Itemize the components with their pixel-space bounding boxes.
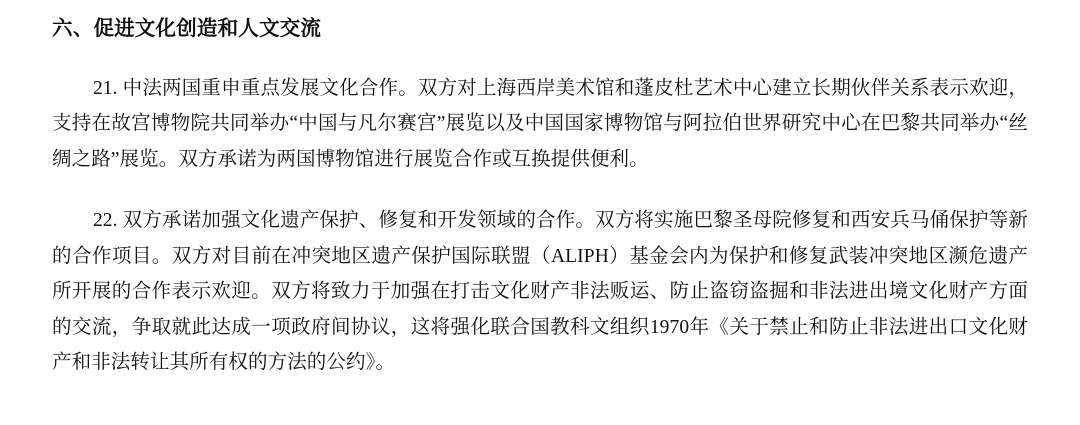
paragraph-21: 21. 中法两国重申重点发展文化合作。双方对上海西岸美术馆和蓬皮杜艺术中心建立长期伙伴关系表示欢迎，支持在故宫博物院共同举办“中国与凡尔赛宫”展览以及中国国家博物馆与阿拉伯世界研究中心在巴黎共同举办“丝绸之路”展览。双方承诺为两国博物馆进行展览合作或互换提供便利。 (52, 77, 1028, 170)
paragraph-22: 22. 双方承诺加强文化遗产保护、修复和开发领域的合作。双方将实施巴黎圣母院修复和西安兵马俑保护等新的合作项目。双方对目前在冲突地区遗产保护国际联盟（ALIPH）基金会内为保护和修复武装冲突地区濒危遗产所开展的合作表示欢迎。双方将致力于加强在打击文化财产非法贩运、防止盗窃盗掘和非法进出境文化财产方面的交流，争取就此达成一项政府间协议，这将强化联合国教科文组织1970年《关于禁止和防止非法进出口文化财产和非法转让其所有权的方法的公约》。 (52, 210, 1028, 374)
section-heading: 六、促进文化创造和人文交流 (52, 18, 322, 40)
